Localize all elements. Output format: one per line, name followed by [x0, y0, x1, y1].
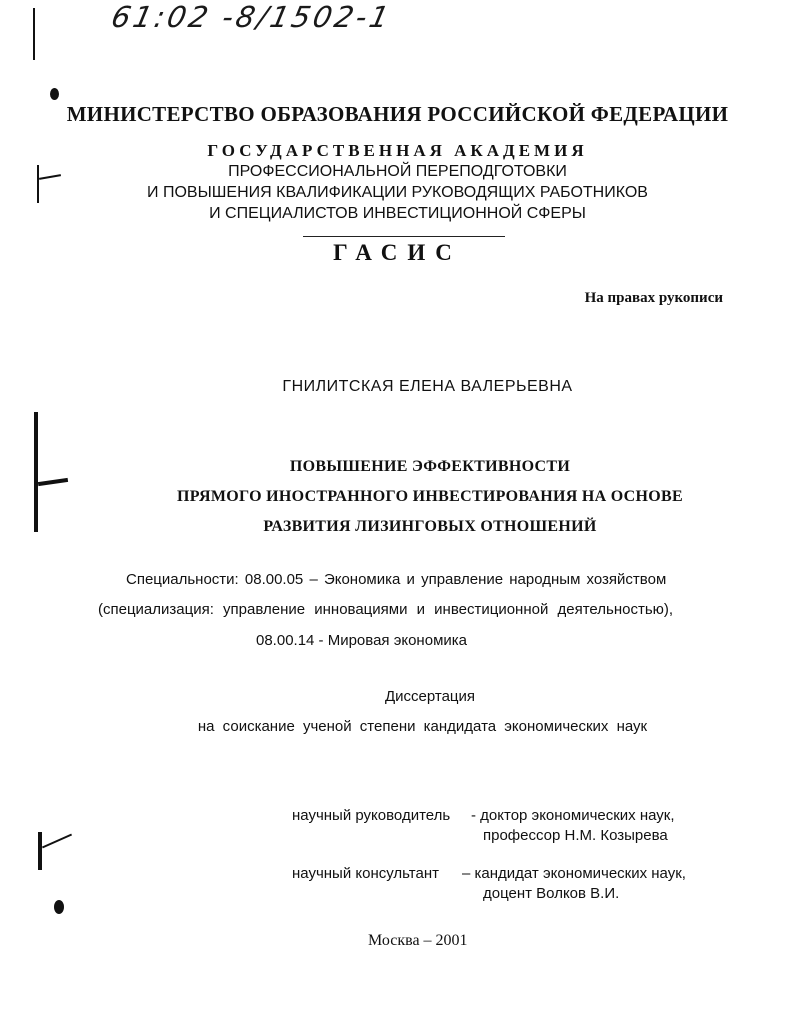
specialty-line-1: Специальности: 08.00.05 – Экономика и управление народным хозяйством: [126, 571, 667, 588]
specialty-line-3: 08.00.14 - Мировая экономика: [256, 632, 467, 649]
dissertation-title: [0, 452, 795, 542]
ministry-heading: МИНИСТЕРСТВО ОБРАЗОВАНИЯ РОССИЙСКОЙ ФЕДЕРАЦИИ: [66, 102, 729, 126]
scan-artifact-dot: [54, 900, 64, 914]
title-line-3: РАЗВИТИЯ ЛИЗИНГОВЫХ ОТНОШЕНИЙ: [263, 518, 597, 535]
abbreviation: ГАСИС: [333, 240, 462, 265]
academy-line-3: И ПОВЫШЕНИЯ КВАЛИФИКАЦИИ РУКОВОДЯЩИХ РАБОТНИКОВ: [147, 184, 648, 201]
consultant-role: научный консультант: [292, 865, 440, 882]
scan-artifact-mark: [42, 834, 72, 849]
academy-block: [0, 140, 795, 224]
city-year: Москва – 2001: [368, 932, 468, 949]
manuscript-note: На правах рукописи: [584, 290, 723, 306]
title-line-1: ПОВЫШЕНИЕ ЭФФЕКТИВНОСТИ: [289, 458, 571, 475]
academy-line-4: И СПЕЦИАЛИСТОВ ИНВЕСТИЦИОННОЙ СФЕРЫ: [209, 205, 586, 222]
degree-line: на соискание ученой степени кандидата экономических наук: [197, 718, 648, 735]
consultant-degree: – кандидат экономических наук,: [462, 865, 686, 882]
consultant-name: доцент Волков В.И.: [483, 885, 620, 902]
scan-artifact-top-line: [33, 8, 35, 60]
scan-artifact-dot: [50, 88, 59, 100]
advisor-name: профессор Н.М. Козырева: [483, 827, 668, 844]
scan-artifact-bar: [38, 832, 42, 870]
advisor-degree: - доктор экономических наук,: [471, 807, 675, 824]
advisor-role: научный руководитель: [292, 807, 451, 824]
dissertation-label: Диссертация: [384, 688, 476, 705]
specialty-line-2: (специализация: управление инновациями и инвестиционной деятельностью),: [98, 601, 674, 618]
handwritten-code: 61:02 -8/1502-1: [108, 0, 395, 34]
author-name: ГНИЛИТСКАЯ ЕЛЕНА ВАЛЕРЬЕВНА: [282, 378, 573, 395]
divider-rule: [303, 236, 505, 237]
academy-line-1: ГОСУДАРСТВЕННАЯ АКАДЕМИЯ: [207, 141, 588, 160]
title-line-2: ПРЯМОГО ИНОСТРАННОГО ИНВЕСТИРОВАНИЯ НА ОСНОВЕ: [177, 488, 683, 505]
academy-line-2: ПРОФЕССИОНАЛЬНОЙ ПЕРЕПОДГОТОВКИ: [228, 163, 567, 180]
